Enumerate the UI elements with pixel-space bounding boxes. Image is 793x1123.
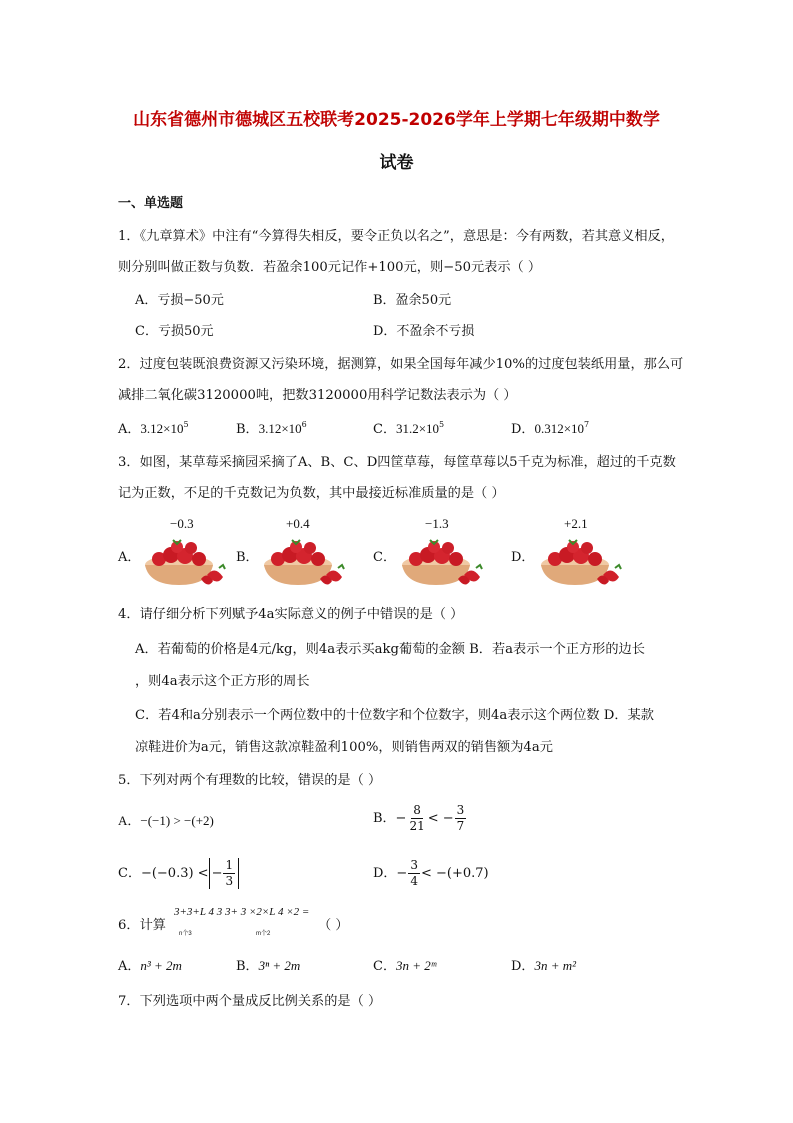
q1-option-d: D．不盈余不亏损 [373,324,475,339]
q3-stem-line2: 记为正数，不足的千克数记为负数，其中最接近标准质量的是（ ） [118,486,505,501]
q3-option-a: A． [118,550,141,565]
q6-subscript-n: n个3 [179,931,192,937]
q3-label-d: +2.1 [564,516,588,531]
strawberry-bowl-image-c [400,535,486,587]
q5-stem: 5．下列对两个有理数的比较，错误的是（ ） [118,773,382,788]
q2-option-c: C．$31.2\times 10^5$ [373,420,445,437]
bowl-graphic [541,540,621,585]
q3-stem-line1: 3．如图，某草莓采摘园采摘了A、B、C、D四筐草莓，每筐草莓以5千克为标准，超过的千克数 [118,455,676,470]
q4-option-c-d: C．若4和a分别表示一个两位数中的十位数字和个位数字，则4a表示这个两位数 D．某款 [135,708,654,723]
bowl-graphic [402,540,482,585]
q5-option-d: D．− $\frac{3}{4}$ < −(+0.7) [373,858,489,888]
strawberry-bowl-image-a [143,535,229,587]
q3-option-c: C． [373,550,396,565]
q1-stem-line1: 1．《九章算术》中注有“今算得失相反，要令正负以名之”，意思是：今有两数，若其意义相反， [118,229,674,244]
q2-option-a: A．$3.12\times 10^5$ [118,420,189,437]
q4-option-a-b: A．若葡萄的价格是4元/kg，则4a表示买akg葡萄的金额 B．若a表示一个正方形的边长 [135,642,645,657]
q5-option-c: C．−(−0.3) < − $\frac{1}{3}$ [118,858,239,889]
q6-option-d: D．3n + m² [511,958,576,974]
q5-option-b: B．− $\frac{8}{21}$ < − $\frac{3}{7}$ [373,803,465,833]
q6-option-a: A．n³ + 2m [118,958,182,974]
q2-stem-line2: 减排二氧化碳3120000吨，把数3120000用科学记数法表示为（ ） [118,388,517,403]
q5-option-a: A．−(−1) > −(+2) [118,813,214,828]
q6-option-c: C．3n + 2ᵐ [373,958,437,974]
q1-option-a: A．亏损−50元 [135,293,224,308]
q6-suffix: （ ） [318,918,349,933]
q2-option-b: B．$3.12\times 10^6$ [236,420,307,437]
q6-option-b: B．3ⁿ + 2m [236,958,301,974]
q3-option-b: B． [236,550,259,565]
document-title-line1: 山东省德州市德城区五校联考2025-2026学年上学期七年级期中数学 [133,110,660,130]
q3-option-d: D． [511,550,535,565]
bowl-graphic [145,540,225,585]
q6-subscript-m: m个2 [256,931,271,937]
document-title-line2: 试卷 [379,153,414,173]
q3-label-b: +0.4 [286,516,310,531]
strawberry-bowl-image-b [262,535,348,587]
q3-label-c: −1.3 [425,516,449,531]
q1-option-b: B．盈余50元 [373,293,452,308]
q4-option-d-cont: 凉鞋进价为a元，销售这款凉鞋盈利100%，则销售两双的销售额为4a元 [135,740,553,755]
q2-stem-line1: 2．过度包装既浪费资源又污染环境，据测算，如果全国每年减少10%的过度包装纸用量，那么可 [118,357,684,372]
strawberry-bowl-image-d [539,535,625,587]
q7-stem: 7．下列选项中两个量成反比例关系的是（ ） [118,994,382,1009]
q6-expression: 3+3+L 4 3 3+ 3 ×2×L 4 ×2 = [174,906,310,918]
q3-label-a: −0.3 [170,516,194,531]
section-heading: 一、单选题 [118,196,184,211]
q1-stem-line2: 则分别叫做正数与负数．若盈余100元记作+100元，则−50元表示（ ） [118,260,542,275]
q4-stem: 4．请仔细分析下列赋予4a实际意义的例子中错误的是（ ） [118,607,464,622]
q1-option-c: C．亏损50元 [135,324,214,339]
bowl-graphic [264,540,344,585]
q4-option-b-cont: ，则4a表示这个正方形的周长 [135,674,310,689]
q6-prefix: 6．计算 [118,918,166,933]
q2-option-d: D．$0.312\times 10^7$ [511,420,590,437]
